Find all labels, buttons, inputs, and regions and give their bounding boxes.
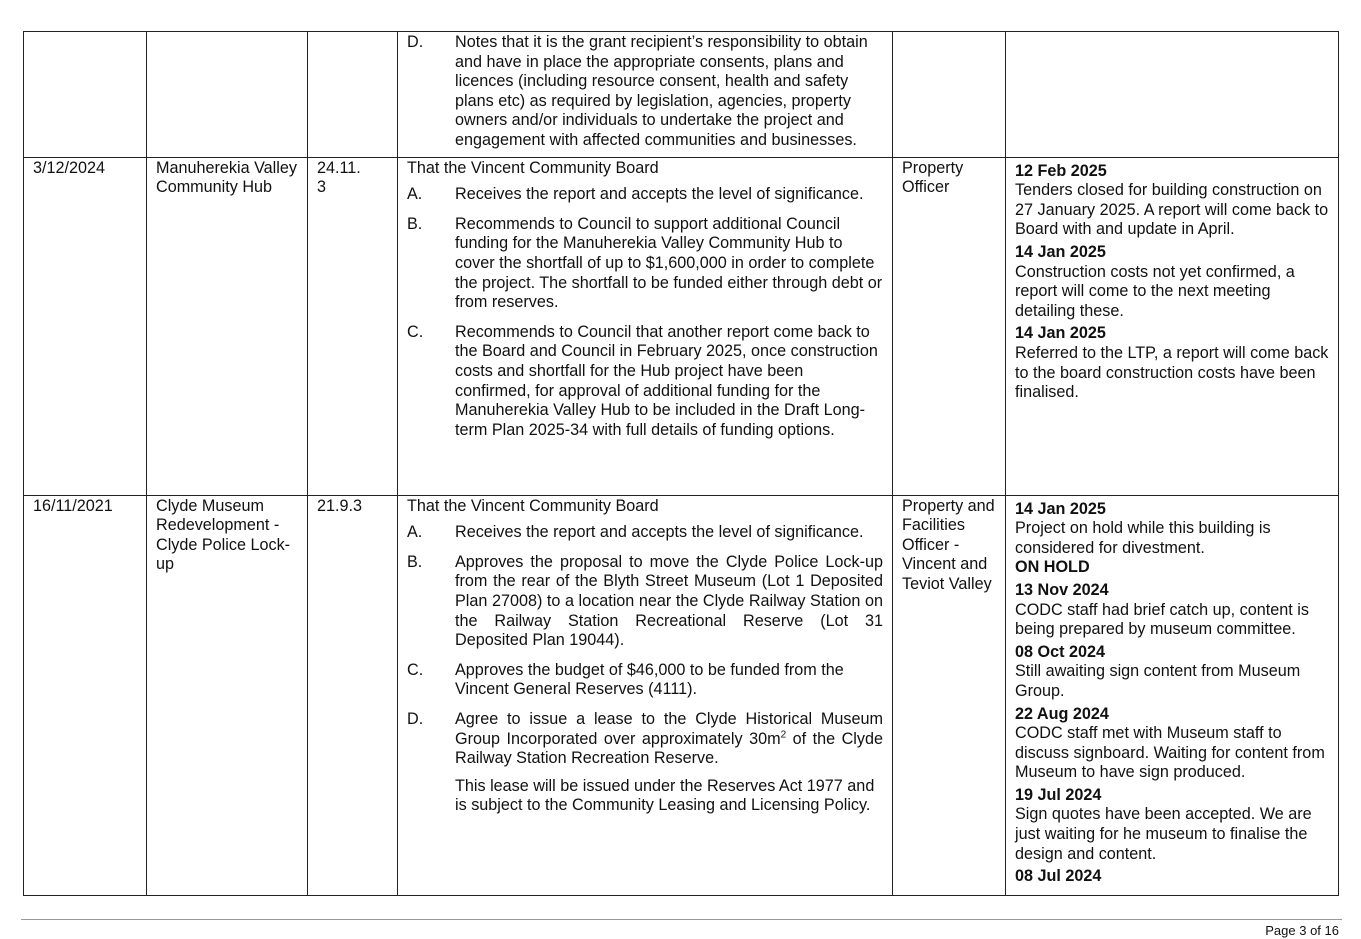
- update-date: 13 Nov 2024: [1015, 580, 1109, 599]
- resolution-text: Recommends to Council that another report come back to the Board and Council in February 2025, once construction costs and shortfall for the Hub project have been confirmed, for approval of additional funding for the Manuherekia Valley Hub to be included in the Draft Long-term Plan 2025-34 with full details of funding options.: [455, 322, 878, 439]
- update-entry: [1015, 786, 1329, 864]
- resolution-text: Recommends to Council to support additional Council funding for the Manuherekia Valley Community Hub to cover the shortfall of up to $1,600,000 in order to complete the project. The shortfall to be funded either through debt or from reserves.: [455, 214, 883, 312]
- resolution-intro: That the Vincent Community Board: [407, 496, 659, 515]
- cell-responsible: [893, 32, 1006, 158]
- update-entry: [1015, 867, 1329, 887]
- resolution-text-part: of the Clyde Railway Station Recreation Reserve.: [455, 729, 883, 768]
- update-date: 12 Feb 2025: [1015, 161, 1107, 180]
- cell-resolution: [398, 32, 893, 158]
- cell-ref: 21.9.3: [308, 495, 398, 895]
- update-text: Still awaiting sign content from Museum Group.: [1015, 662, 1301, 700]
- cell-subject: [147, 32, 308, 158]
- resolution-text: Approves the proposal to move the Clyde Police Lock-up from the rear of the Blyth Street Museum (Lot 1 Deposited Plan 27008) to a location near the Clyde Railway Station on the Railway Station Recreational Reserve (Lot 31 Deposited Plan 19044).: [455, 552, 883, 650]
- update-date: 22 Aug 2024: [1015, 704, 1109, 723]
- cell-responsible: Property and Facilities Officer - Vincent and Teviot Valley: [893, 495, 1006, 895]
- update-text: Sign quotes have been accepted. We are just waiting for he museum to finalise the design and content.: [1015, 805, 1312, 863]
- update-text: CODC staff met with Museum staff to discuss signboard. Waiting for content from Museum to have sign produced.: [1015, 724, 1325, 782]
- resolution-letter: C.: [407, 322, 424, 341]
- resolution-text: Approves the budget of $46,000 to be funded from the Vincent General Reserves (4111).: [455, 660, 844, 699]
- update-text: Construction costs not yet confirmed, a report will come to the next meeting detailing these.: [1015, 262, 1295, 320]
- cell-updates: [1006, 157, 1339, 495]
- resolution-item: [407, 33, 883, 151]
- update-date: 08 Oct 2024: [1015, 642, 1105, 661]
- resolution-intro: That the Vincent Community Board: [407, 158, 659, 177]
- update-entry: [1015, 705, 1329, 783]
- table-row: [24, 157, 1339, 495]
- resolution-list: [407, 185, 883, 440]
- cell-ref: [308, 32, 398, 158]
- update-date: 14 Jan 2025: [1015, 499, 1106, 518]
- superscript: 2: [780, 729, 787, 741]
- resolution-letter: A.: [407, 523, 423, 542]
- footer-divider: [21, 919, 1342, 920]
- cell-resolution: [398, 495, 893, 895]
- resolution-text: [455, 710, 883, 769]
- resolution-item: [407, 185, 883, 205]
- resolution-letter: C.: [407, 660, 424, 679]
- resolution-letter: B.: [407, 552, 423, 571]
- update-date: 14 Jan 2025: [1015, 242, 1106, 261]
- update-entry: [1015, 643, 1329, 702]
- status-badge: ON HOLD: [1015, 558, 1090, 577]
- update-entry: [1015, 324, 1329, 402]
- update-date: 08 Jul 2024: [1015, 867, 1102, 886]
- resolution-text: Receives the report and accepts the level of significance.: [455, 185, 864, 204]
- resolution-text: Receives the report and accepts the level of significance.: [455, 523, 864, 542]
- resolution-letter: A.: [407, 185, 423, 204]
- resolution-letter: D.: [407, 709, 424, 728]
- resolution-item: [407, 661, 883, 700]
- cell-updates: [1006, 495, 1339, 895]
- cell-ref: [308, 157, 398, 495]
- cell-subject: Manuherekia Valley Community Hub: [147, 157, 308, 495]
- resolution-text: Notes that it is the grant recipient’s responsibility to obtain and have in place the appropriate consents, plans and licences (including resource consent, health and safety plans etc) as required by legislation, agencies, property owners and/or individuals to undertake the project and engagement with affected communities and businesses.: [455, 33, 868, 149]
- cell-updates: [1006, 32, 1339, 158]
- page-number: Page 3 of 16: [1265, 923, 1339, 938]
- actions-table: [23, 31, 1339, 896]
- update-text: Tenders closed for building construction on 27 January 2025. A report will come back to Board with and update in April.: [1015, 181, 1329, 239]
- resolution-note: This lease will be issued under the Reserves Act 1977 and is subject to the Community Leasing and Licensing Policy.: [455, 776, 875, 815]
- resolution-item: [407, 523, 883, 543]
- resolution-list: [407, 33, 883, 151]
- cell-responsible: Property Officer: [893, 157, 1006, 495]
- update-entry: [1015, 581, 1329, 640]
- update-text: Project on hold while this building is considered for divestment.: [1015, 519, 1271, 557]
- ref-number: 24.11. 3: [317, 158, 361, 197]
- resolution-item: [407, 215, 883, 313]
- cell-subject: Clyde Museum Redevelopment - Clyde Police Lock-up: [147, 495, 308, 895]
- resolution-item: [407, 553, 883, 651]
- cell-date: [24, 32, 147, 158]
- resolution-letter: B.: [407, 214, 423, 233]
- resolution-list: [407, 523, 883, 769]
- resolution-text-part: Agree to issue a lease to the Clyde Historical Museum Group Incorporated over approximately 30m: [455, 709, 883, 748]
- update-entry: [1015, 243, 1329, 321]
- update-date: 14 Jan 2025: [1015, 324, 1106, 343]
- cell-date: 16/11/2021: [24, 495, 147, 895]
- table-row: [24, 495, 1339, 895]
- update-date: 19 Jul 2024: [1015, 785, 1102, 804]
- table-row: [24, 32, 1339, 158]
- update-entry: [1015, 162, 1329, 240]
- resolution-item: [407, 323, 883, 441]
- resolution-letter: D.: [407, 33, 424, 51]
- update-text: Referred to the LTP, a report will come back to the board construction costs have been finalised.: [1015, 343, 1329, 402]
- update-text: CODC staff had brief catch up, content is being prepared by museum committee.: [1015, 600, 1309, 639]
- cell-date: 3/12/2024: [24, 157, 147, 495]
- cell-resolution: [398, 157, 893, 495]
- resolution-item: [407, 710, 883, 769]
- update-entry: [1015, 500, 1329, 578]
